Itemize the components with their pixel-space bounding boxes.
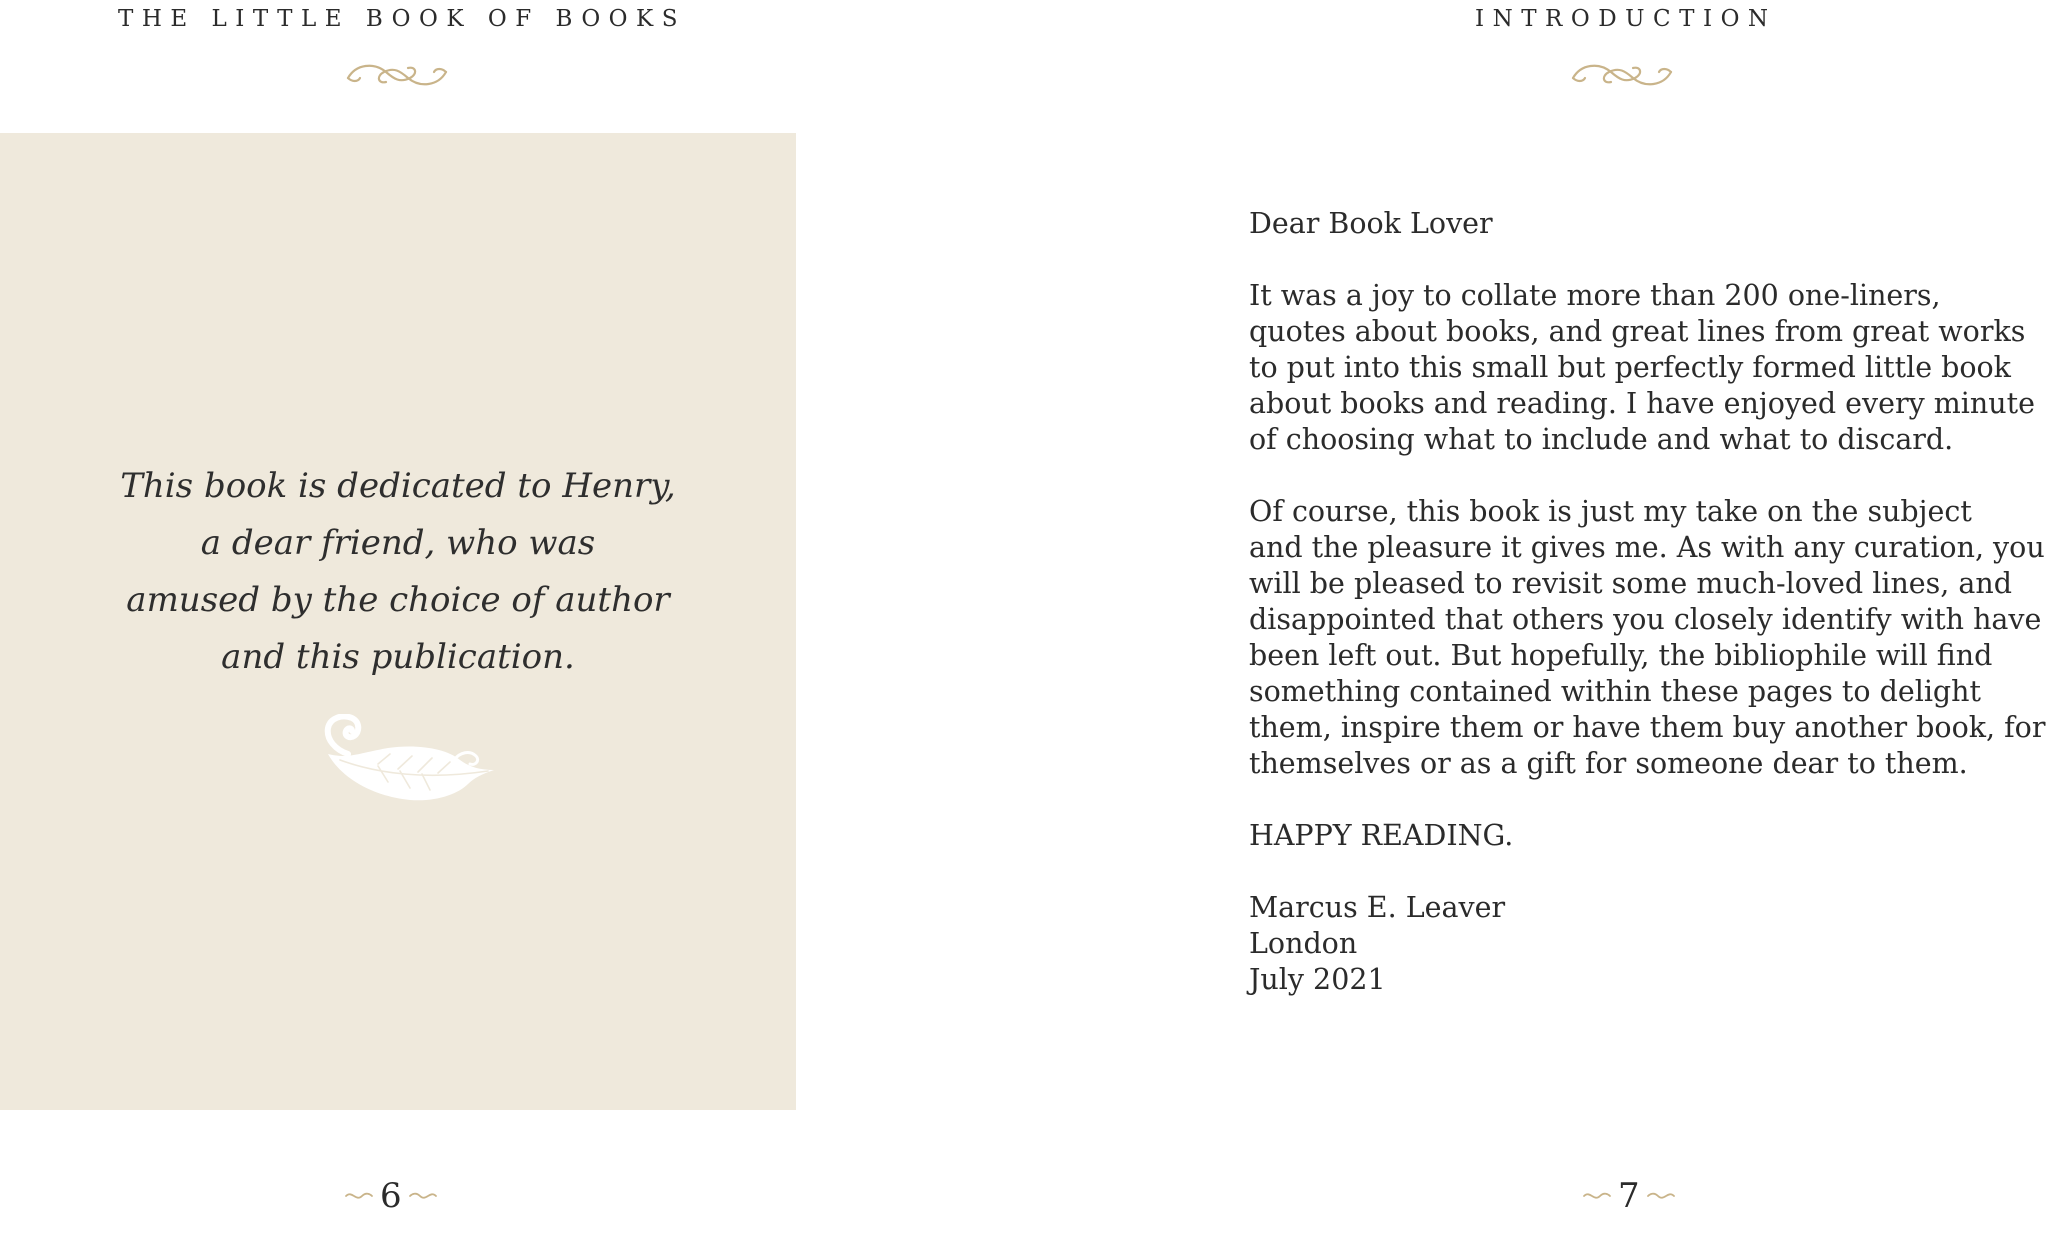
page-number-left <box>344 1176 438 1216</box>
dedication-line: and this publication. <box>221 637 575 677</box>
salutation: Dear Book Lover <box>1249 207 1493 240</box>
signature-block <box>1249 890 2039 998</box>
page-number-right <box>1582 1176 1676 1216</box>
running-head-right: INTRODUCTION <box>1475 6 1777 32</box>
swash-left-icon <box>1582 1190 1612 1202</box>
text-line: quotes about books, and great lines from great works <box>1249 315 2026 348</box>
intro-paragraph-1 <box>1249 278 2039 458</box>
signature-date: July 2021 <box>1249 963 1386 996</box>
dedication-line: This book is dedicated to Henry, <box>120 466 676 506</box>
text-line: been left out. But hopefully, the bibliophile will find <box>1249 639 1993 672</box>
text-line: and the pleasure it gives me. As with any curation, you <box>1249 531 2045 564</box>
swash-right-icon <box>408 1190 438 1202</box>
text-line: of choosing what to include and what to discard. <box>1249 423 1954 456</box>
text-line: will be pleased to revisit some much-loved lines, and <box>1249 567 2013 600</box>
flourish-ornament-icon <box>344 58 450 92</box>
signature-place: London <box>1249 927 1358 960</box>
dedication-line: a dear friend, who was <box>200 523 596 563</box>
text-line: to put into this small but perfectly formed little book <box>1249 351 2011 384</box>
text-line: disappointed that others you closely identify with have <box>1249 603 2042 636</box>
intro-paragraph-2 <box>1249 494 2046 782</box>
dedication-line: amused by the choice of author <box>126 580 670 620</box>
page-number: 6 <box>380 1176 402 1216</box>
swash-right-icon <box>1646 1190 1676 1202</box>
feather-icon <box>318 714 494 806</box>
signature-name: Marcus E. Leaver <box>1249 891 1506 924</box>
text-line: It was a joy to collate more than 200 one-liners, <box>1249 279 1941 312</box>
running-head-left: THE LITTLE BOOK OF BOOKS <box>118 6 686 32</box>
text-line: about books and reading. I have enjoyed every minute <box>1249 387 2035 420</box>
text-line: something contained within these pages to delight <box>1249 675 1981 708</box>
flourish-ornament-icon <box>1569 58 1675 92</box>
text-line: them, inspire them or have them buy another book, for <box>1249 711 2046 744</box>
page-number: 7 <box>1618 1176 1640 1216</box>
swash-left-icon <box>344 1190 374 1202</box>
closing-line: HAPPY READING. <box>1249 819 1514 852</box>
text-line: Of course, this book is just my take on the subject <box>1249 495 1972 528</box>
text-line: themselves or as a gift for someone dear to them. <box>1249 747 1968 780</box>
introduction-body <box>1249 206 2046 998</box>
dedication-text <box>0 458 796 686</box>
